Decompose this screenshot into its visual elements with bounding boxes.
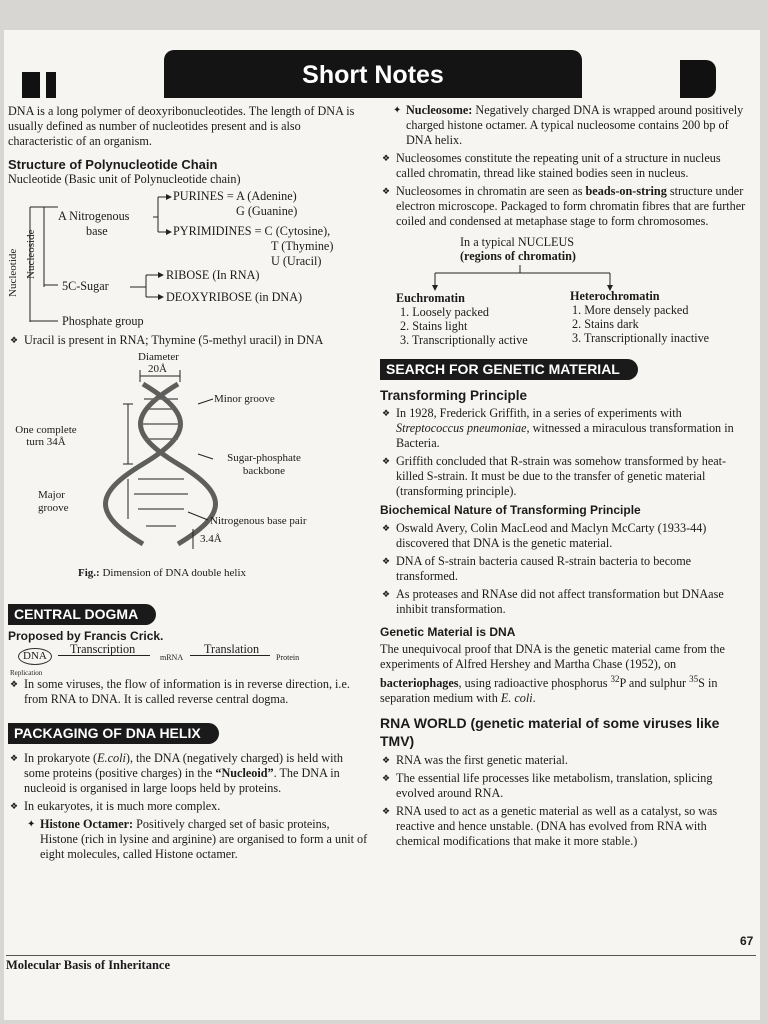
header-left-block xyxy=(22,72,40,98)
nitrogenous-label: A Nitrogenous xyxy=(58,209,130,223)
transcription-arrow xyxy=(58,655,150,656)
beads-on-string-note: ❖ Nucleosomes in chromatin are seen as beads-on-string structure under electron microscope. Packaged to form chromatin fibres that are further coiled and condensed at metaphase stage to form chromosomes. xyxy=(380,184,752,229)
footer-divider xyxy=(6,955,756,956)
transforming-principle-title: Transforming Principle xyxy=(380,388,528,403)
hershey-chase-note: The unequivocal proof that DNA is the genetic material came from the experiments of Alfred Hershey and Martha Chase (1952), on bacteriophages, using radioactive phosphorus $^{32}$P and sulphur $^{35}$S in separation medium with E. coli. xyxy=(380,642,725,706)
central-dogma-title: CENTRAL DOGMA xyxy=(8,604,156,625)
griffith-conclusion: ❖ Griffith concluded that R-strain was somehow transformed by heat-killed S-strain. It must be due to the transfer of genetic material (transforming principle). xyxy=(380,454,752,499)
central-dogma-proposed: Proposed by Francis Crick. xyxy=(8,629,164,643)
rna-note-1: ❖ RNA was the first genetic material. xyxy=(380,753,752,768)
avery-note: ❖ Oswald Avery, Colin MacLeod and Maclyn McCarty (1933-44) discovered that DNA is the genetic material. xyxy=(380,521,752,551)
euchromatin-item-1: 1. Loosely packed xyxy=(400,305,490,319)
minor-groove-label: Minor groove xyxy=(214,393,275,405)
right-column xyxy=(380,100,752,852)
nucleosome-repeating-note: ❖ Nucleosomes constitute the repeating unit of a structure in nucleus called chromatin, thread like stained bodies seen in nucleus. xyxy=(380,151,752,181)
page-number: 67 xyxy=(740,934,754,948)
genetic-material-dna-title: Genetic Material is DNA xyxy=(380,625,516,639)
heterochromatin-item-3: 3. Transcriptionally inactive xyxy=(572,331,710,345)
rna-world-title: RNA WORLD (genetic material of some viruses like TMV) xyxy=(380,715,720,750)
central-dogma-section xyxy=(8,598,368,707)
header-right-block xyxy=(680,60,716,98)
deoxyribose-label: DEOXYRIBOSE (in DNA) xyxy=(166,290,303,304)
figure-caption-label: Fig.: xyxy=(78,567,100,579)
structure-title: Structure of Polynucleotide Chain xyxy=(8,157,218,172)
diameter-label: Diameter xyxy=(138,351,179,363)
nucleotide-vertical-label: Nucleotide xyxy=(7,248,19,297)
packaging-section xyxy=(8,717,368,862)
search-genetic-material-title: SEARCH FOR GENETIC MATERIAL xyxy=(380,359,638,380)
nucleotide-tree xyxy=(8,187,368,327)
euchromatin-label: Euchromatin xyxy=(396,291,465,305)
phosphate-label: Phosphate group xyxy=(62,314,144,328)
chromatin-title-1: In a typical NUCLEUS xyxy=(460,235,575,249)
nucleosome-note: ✦ Nucleosome: Negatively charged DNA is wrapped around positively charged histone octamer. A typical nucleosome contains 200 bp of DNA helix. xyxy=(390,103,752,148)
diameter-value: 20Å xyxy=(148,363,167,375)
packaging-title: PACKAGING OF DNA HELIX xyxy=(8,723,219,744)
dna-helix-figure xyxy=(15,351,338,584)
figure-caption: Dimension of DNA double helix xyxy=(102,567,247,579)
backbone-label: Sugar-phosphate backbone xyxy=(227,452,301,477)
euchromatin-item-3: 3. Transcriptionally active xyxy=(400,333,528,347)
sugar-label: 5C-Sugar xyxy=(62,279,109,293)
chapter-title: Molecular Basis of Inheritance xyxy=(6,958,170,972)
heterochromatin-item-1: 1. More densely packed xyxy=(572,303,689,317)
prokaryote-note: ❖ In prokaryote (E.coli), the DNA (negatively charged) is held with some proteins (positive charges) in the “Nucleoid”. The DNA in nucleoid is organised in large loops held by proteins. xyxy=(8,751,368,796)
purines-label: PURINES = A (Adenine) xyxy=(173,189,297,203)
dogma-replication: Replication xyxy=(10,669,43,677)
dogma-protein: Protein xyxy=(276,653,300,662)
dogma-mrna: mRNA xyxy=(160,653,184,662)
heterochromatin-label: Heterochromatin xyxy=(570,289,660,303)
reverse-dogma-note: ❖ In some viruses, the flow of information is in reverse direction, i.e. from RNA to DNA. It is called reverse central dogma. xyxy=(8,677,368,707)
page-title: Short Notes xyxy=(164,50,582,98)
header-bar xyxy=(14,50,718,98)
nucleotide-definition: Nucleotide (Basic unit of Polynucleotide chain) xyxy=(8,172,241,186)
base-label: base xyxy=(86,224,108,238)
dna-intro: DNA is a long polymer of deoxyribonucleotides. The length of DNA is usually defined as number of nucleotides present and is also characteristic of an organism. xyxy=(8,104,355,148)
rise-label: 3.4Å xyxy=(200,533,222,545)
histone-octamer-note: ✦ Histone Octamer: Positively charged set of basic proteins, Histone (rich in lysine and arginine) are organised to form a unit of eight molecules, called Histone octamer. xyxy=(24,817,368,862)
one-turn-label: One complete turn 34Å xyxy=(15,424,77,448)
pyrimidines-label: PYRIMIDINES = C (Cytosine), xyxy=(173,224,331,238)
eukaryote-note: ❖ In eukaryotes, it is much more complex. xyxy=(8,799,368,814)
dogma-translation: Translation xyxy=(204,642,260,656)
ribose-label: RIBOSE (In RNA) xyxy=(166,268,260,282)
griffith-experiment: ❖ In 1928, Frederick Griffith, in a series of experiments with Streptococcus pneumoniae, witnessed a miraculous transformation in Bacteria. xyxy=(380,406,752,451)
thymine-label: T (Thymine) xyxy=(271,239,334,253)
guanine-label: G (Guanine) xyxy=(236,204,298,218)
central-dogma-flow xyxy=(8,642,368,677)
euchromatin-item-2: 2. Stains light xyxy=(400,319,468,333)
base-pair-label: Nitrogenous base pair xyxy=(210,515,307,527)
biochemical-nature-title: Biochemical Nature of Transforming Principle xyxy=(380,503,641,517)
chromatin-title-2: (regions of chromatin) xyxy=(460,249,576,263)
s-strain-note: ❖ DNA of S-strain bacteria caused R-strain bacteria to become transformed. xyxy=(380,554,752,584)
dogma-transcription: Transcription xyxy=(70,642,136,656)
translation-arrow xyxy=(190,655,270,656)
rna-note-2: ❖ The essential life processes like metabolism, translation, splicing evolved around RNA. xyxy=(380,771,752,801)
uracil-label: U (Uracil) xyxy=(271,254,322,268)
left-column xyxy=(8,104,368,865)
chromatin-diagram xyxy=(380,235,752,347)
major-groove-label: Major groove xyxy=(38,489,69,514)
dogma-dna: DNA xyxy=(18,648,52,665)
nucleoside-vertical-label: Nucleoside xyxy=(25,229,37,279)
uracil-note: ❖ Uracil is present in RNA; Thymine (5-methyl uracil) in DNA xyxy=(8,333,368,348)
proteases-note: ❖ As proteases and RNAse did not affect transformation but DNAase inhibit transformation. xyxy=(380,587,752,617)
rna-note-3: ❖ RNA used to act as a genetic material as well as a catalyst, so was reactive and hence unstable. (DNA has evolved from RNA with chemical modifications that make it more stable.) xyxy=(380,804,752,849)
heterochromatin-item-2: 2. Stains dark xyxy=(572,317,639,331)
header-left-block-2 xyxy=(46,72,56,98)
